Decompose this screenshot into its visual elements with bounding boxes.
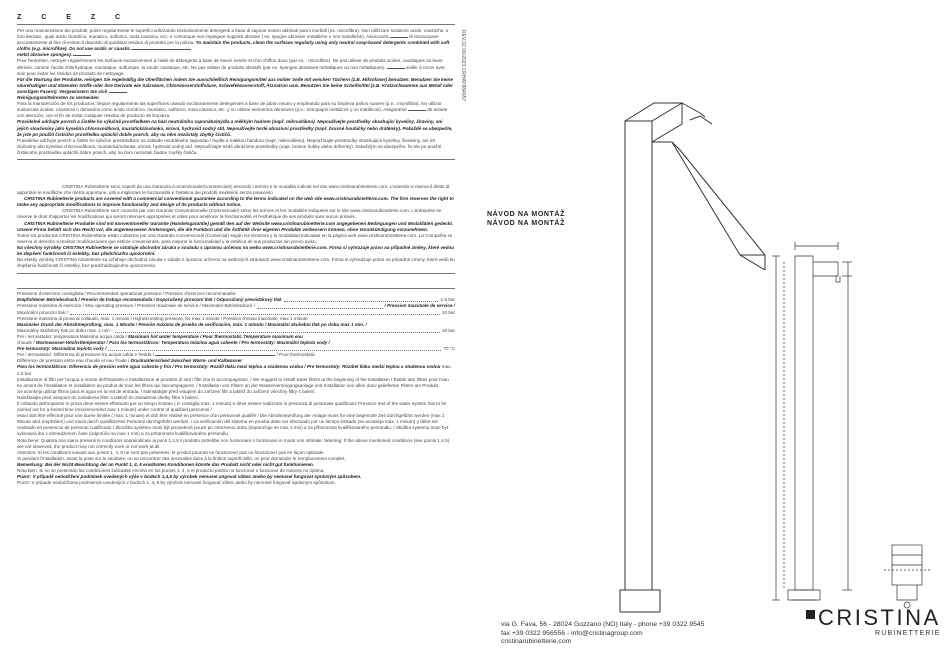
care-instructions: Per una manutenzione dei prodotti, pulire regolarmente le superfici utilizzando esclusivamente detergenti a base di sapone neutro abbinati panni morbidi (es. microfibra). Non utilizzare sostanze acide, caustiche, o loro derivati , quali acido cloridrico, muriatico, solforico, soda caustica, ecc. e comunque non impiegare supporti abrasivi ( es. spugne abrasive metalliche o non metalliche). Assicurarsi di risciacquare accuratamente al fine di evitare il deposito di qualsiasi residuo di prodotto per la pulizia. To maintain the products, clean the surfaces regularly using only neutral soap-based detergents combined with soft cloths (e.g. microfibre). Do not use acidic or caustic metal abrasive sponges). Pour l'entretien, nettoyer régulièrement les surfaces exclusivement à l'aide de détergents à base de savon neutre et d'un chiffon doux (par ex. : microfibre). Ne pas utiliser de produits acides, caustiques ou leurs dérivés, comme l'acide chlorhydrique, muriatique, sulfurique, la soude caustique, etc. Ne pas utiliser de produits abrasifs (par ex. éponges abrasives métalliques ou non métalliques). veiller à rincer avec soin pour éviter les résidus de produits de nettoyage. Für die Wartung der Produkte, reinigen Sie regelmäßig die Oberflächen indem Sie ausschließlich Reinigungsmittel aus milder Seife mit weichen Tüchern (z.B. Mikrofaser) benutzen. Benutzen Sie keine säurehaltigen und ätzenden Stoffe oder ihre Derivate wie Salzsäure, Chlorwasserstoffsäure, Schwefelwasserstoff, Ätznatron usw. Benutzen Sie keine Scheifmittel (z.B. Kratzschwamme aus Metall oder sonstigen Fasern). Vergewissern Sie sich Reinigungsmittelresten zu vermeiden. Para la manutención de los productos, limpiar regularmente las superficies usando exclusivamente detergentes a base de jabón neutro y empleando para su limpieza paños suaves (p.e.: microfibra). No utilizar sustancias ácidas, cáusticas o derivados como ácido clorídrico, muriático, sulfúrico, sosa cáustica, etc. y no utilizar elementos abrasivos (p.e.: estropajos metálicos y no metálicos). Asegurarse de aclarar con atención, con el fin de evitar cualquier residuo de producto de limpieza. Pravidelně udržujte povrch a čistěte ho výlučně prostředkem na bázi neutrálního saponátu/mýdla a měkkým hadrem (např. mikrovlákno). Nepoužívejte prostředky obsahující kyseliny, žíraviny, ani jejich sloučeniny jako kyselina chlorovodíková, muriatická/solanka, sírová, hydroxid sodný atd. Nepoužívejte tvrdé abrazivní prostředky (např. brusné houbičky nebo drátěnky). Pokaždé se ubezpečte, že jste po použití čisticího prostředku opláchli dobře povrch, aby na něm nezůstaly zbytky čističů. Pravidelne udržujte povrch a čistite ho výlučne prostriedkom na základe neutrálneho saponátu / mydla a mäkkou handrou (napr. mikrovlákno). Nepoužívajte prostriedky obsahujúce kyseliny, žieraviny, ani ich zlúčeniny ako kyselina chlorovodíková, muriatická/solanka, sírová, hydroxid sodný atď. Nepoužívajte tvrdé abrazívne prostriedky (napr. brúsne hubky alebo drôtenky). Zakaždým sa ubezpečte, že ste po použití čistiaceho prostriedku opláchli dobre povrch, aby na ňom nezostali žiadne zvyšky čističa. — [17, 28, 453, 155]
page-header: Z C E Z C — [17, 14, 130, 21]
mount-title: NÁVOD NA MONTÁŽ NÁVOD NA MONTÁŽ — [487, 211, 565, 227]
warranty-section: CRISTINA Rubinetterie sono coperti da una Garanzia Convenzionale(Commerciale) secondo i termini e le modalità indicati nel sito www.cristinarubinetterie.com. L'azienda si riserva il diritto di apportare le modifiche che riterrà opportune, utili a migliorare le funzionalità e l'estetica dei prodotti medesimi senza preavviso. CRISTINA Rubinetterie products are covered with a commercial conventional guarantee according to the terms indicated on the web site www.cristinarubinetterie.com. The firm reserves the right to make any appropriate modifications to improve functionality and design of its products without notice. CRISTINA Rubinetterie sont couverts par une Garantie Conventionnelle (Commerciale) selon les termes et les modalités indiquées sur le site www.cristinarubinetterie.com. L'entreprise se réserve le droit d'apporter les modifications qui seront retenues appropriées et utiles pour améliorer la fonctionnalité et l'esthétique de ses produits sans aucun préavis. CRISTINA Rubinetterie Produkte sind mit konventioneller Garantie (Handelsgarantie) gemäß den auf der Website www.cristinarubinetterie.com angegebenen Bedingungen und Modalitäten gedeckt. Unsere Firma behält sich das Recht vor, die angemessenen Änderungen, die die Funktion und die Ästhetik ihrer eigenen Produkte verbessern können, ohne Vorankündigung vorzunehmen. Todos los productos CRISTINA Rubinetterie están cubiertos por una Garantía Convencional (Comercial) según los términos y la modalidad indicadas en la página web www.cristinarubinetterie.com. La Compañía se reserva el derecho a realizar modificaciones que estime convenientes, para mejorar la funcionalidad y la estética de sus productos sin previo aviso. Na všechny výrobky CRISTINA Rubinetterie se vztahuje obchodní záruka v souladu s úpravou určenou na webu www.cristinarubinetterie.com. Firma si vyhrazuje právo na případné změny, které vedou ke zlepšení funkčnosti či estetiky, bez předchozího upozornění. Na všetky výrobky CRISTINA rubinetterie sa vzťahuje obchodná záruka v súlade s úpravou určenou na webových stránkach www.cristinarubinetterie.com. Firma si vyhradzuje právo na prípadné zmeny, ktoré vedú ku zlepšeniu funkčnosti či estetiky, bez predchádzajúceho upozornenia. — [17, 183, 455, 269]
faucet-dimension-drawing — [772, 242, 930, 608]
pressure-specs: Pressione d'esercizio consigliata / Recommended operational pressure / Pression d'exercice recommandée Empfohlener Betriebsdruck / Presión de trabajo recomendada / Doporučený provozní tlak / Odporúčaný prevádzkový tlak 1-5 bar Pressione massima di esercizio / Max operating pressure / Pression maximale de service / Maximaler Betriebsdruck / / Pression maximale de service / Maximální provozní tlak / 10 bar Pressione massima di prova di collaudo, max. 1 minuto / Highest testing pressure, for max 1 minute / Pression d'essai maximale, max 1 minute Maximaler Druck der Abnahmeprüfung, max. 1 Minute / Presión máxima de prueba de verificación, máx. 1 minuto / Maximální zkušební tlak po dobu max 1 min. / Maximálny skúšobný tlak po dobu max. 1 min - 16 bar Per i termostatici: temperatura Massima acqua calda / Maximum hot water temperature / Pour thermostatic Temperature maximum eau chaude / Warmwasser-Höchsttemperatur / Para los termostáticos: Temperatura máxima agua caliente / Pro termostaty: Maximální teplota vody / Pre termostaty: Maximálna teplota vody / 70 °C Per i termostatici: Differenza di pressione tra acqua calda e fredda / / Pour thermostatic Différence de pression entre eau chaude et eau froide / Druckunterschied zwischen Warm- und Kaltwasser Para los termostáticos: Diferencia de presión entre agua caliente y fría / Pro termostaty: Rozdíl tlaku mezi teplou a studenou vodou / Pre termostaty: Rozdiel tlaku medzi teplou a studenou vodou max. 1,5 bar Installazione di filtri per l'acqua a monte dell'impianto e installazione al prodotto di tutti i filtri che lo accompagnano. / We suggest to install water filters at the beginning of the installation / Établir des filtres pour l'eau en amont de l'installation et installation au produit de tous les filtres qui l'accompagnent. / Installation von Filtern an der Wasserversorgungsanlage und Installation von allen dazu gelieferten Filtern am Produkt. Se aconseja utilizar filtros para el agua en la red de entrada. / Nainstalujte před vstupem do zařízení filtr a taktéž do zařízení všechny filtry s balení. Nainštalujte pred vstupom do zariadenia filter a taktiež do zariadenia všetky filtre s balení. Il collaudo dell'impianto in prova deve essere effettuato per un tempo limitato ( in consiglia max. 1 minuto) e deve essere realizzato in presenza di personale qualificato/ Pressure test of the water system has to be carried out for a limited time (recommended max 1 minute) under control of qualified personnel / essai doit être effectué pour une durée limitée ( max. 1 minute) et doit être réalisé en présence d'un personnel qualifié / Die Abnahmeprüfung der Anlage muss für eine begrenzte Zeit durchgeführt werden (max 1 Minute wird empfohlen) und muss durch qualifiziertes Personal durchgeführt werden. / La verificación del sistema en prueba debe ser efectuado por un tiempo limitado (se aconseja máx. 1 minuto) y debe ser realizado en presencia de personal cualificado / Zkouška systému musí být provedená pouze po omezenou dobu (doporučuje se max 1 min) a za přítomnosti kvalifikovaného personálu. / Skúška systému musí byť vykonaná iba v obmedzenom čase (odporúča sa max 1 min) a za prítomnosti kvalifikovaného personálu. Nota bene: Qualora non siano presenti le condizioni sopraindicate ai punti 1,4,5 il prodotto potrebbe non funzionare o funzionare in modo non ottimale. Warning: If the above mentioned conditions (see points 1,4,5) are not observed, the product may not correctly work or not work at all. Attention: Si les conditions suivant aux points 1, 4, 5 ne sont pas présentes, le produit pourrait ne fonctionner pas ou fonctionner pas en façon optimale. Si pendant l'installation, avant la pose sur le sanitaire, on va rencontrer des anomalies dues à la finition superficielle, on peut demander le remplacement complet. Bemerkung: Bei der Nicht-Beachtung der an Punkt 1, 4, 5 erwähnten Konditionen könnte das Produkt nicht oder nicht gut funktionieren. Nota bien: Si no se presentan las condiciones indicadas encima en los puntos 1, 4, 5 el producto podría no funcionar o funcionar de manera no óptima. Pozor: V případě nedodržení podmínek uvedených výše v bodech 1,4,5 by výrobek nemusel ungovat vůbec anebo by nemusel fungovat správným způsobem. Pozor: V prípade nedodržania podmienok uvedených v bodoch 1, 4, 5 by výrobok nemusel fungovať vôbec alebo by nemusel fungovať správnym spôsobom. — [17, 291, 455, 486]
logo-square-icon — [806, 610, 815, 619]
brand-logo: CRISTINA RUBINETTERIE — [806, 607, 941, 637]
contact-info: via G. Fava, 56 - 28024 Gozzano (NO) Italy - phone +39 0322 9545 fax +39 0322 956556 - info@cristinagroup.com cristinarubinetterie.com — [501, 621, 705, 646]
faucet-perspective-drawing — [620, 103, 765, 612]
revision-code: REV.02 06/2023 CRHAT884657 — [460, 30, 466, 102]
